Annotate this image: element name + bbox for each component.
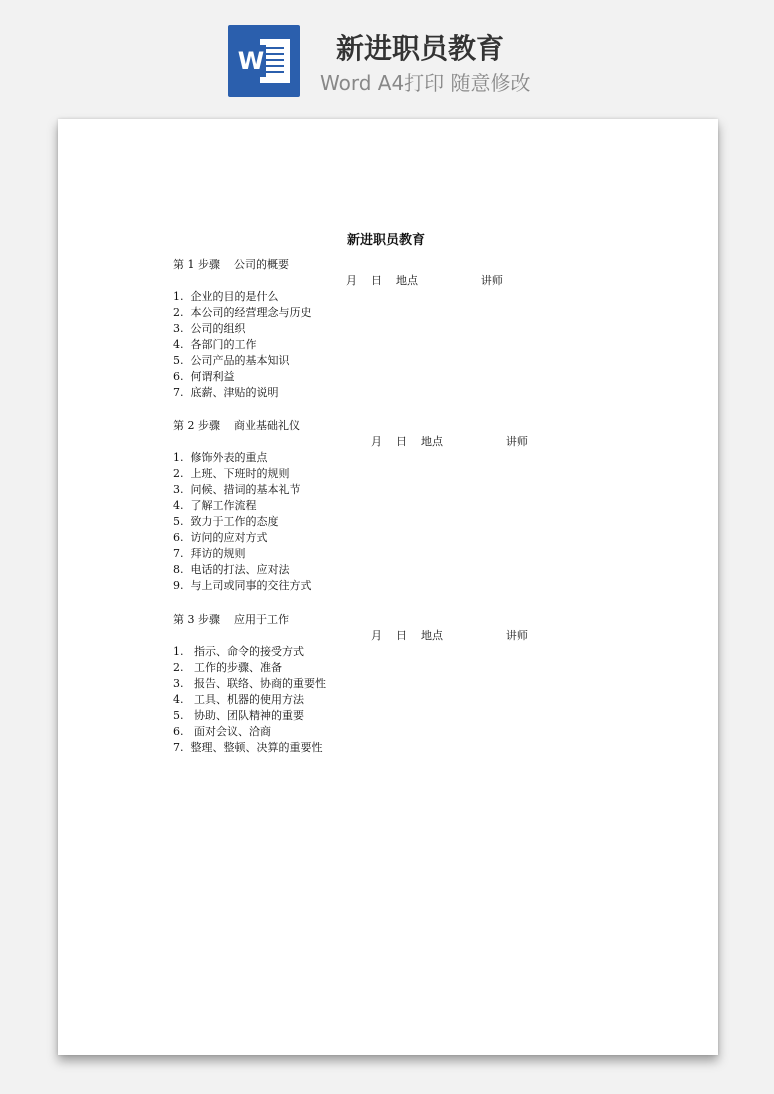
step-columns: 月 日 地点 讲师 (371, 435, 528, 448)
header-subtitle: Word A4打印 随意修改 (320, 71, 531, 95)
list-item: 1. 企业的目的是什么 (173, 290, 279, 303)
list-item: 3. 问候、措词的基本礼节 (173, 483, 301, 496)
list-item: 1. 指示、命令的接受方式 (173, 645, 304, 658)
word-icon (228, 25, 300, 97)
page-header (0, 0, 774, 110)
step-columns: 月 日 地点 讲师 (346, 274, 503, 287)
list-item: 2. 上班、下班时的规则 (173, 467, 290, 480)
document-page (58, 119, 718, 1055)
list-item: 7. 拜访的规则 (173, 547, 246, 560)
step-columns: 月 日 地点 讲师 (371, 629, 528, 642)
list-item: 4. 了解工作流程 (173, 499, 257, 512)
word-letter: W (237, 47, 265, 75)
list-item: 6. 面对会议、洽商 (173, 725, 271, 738)
list-item: 9. 与上司或同事的交往方式 (173, 579, 312, 592)
list-item: 4. 各部门的工作 (173, 338, 257, 351)
list-item: 5. 致力于工作的态度 (173, 515, 279, 528)
document-title: 新进职员教育 (346, 233, 425, 248)
header-title: 新进职员教育 (335, 32, 504, 65)
list-item: 6. 访问的应对方式 (173, 531, 268, 544)
list-item: 5. 公司产品的基本知识 (173, 354, 290, 367)
list-item: 8. 电话的打法、应对法 (173, 563, 290, 576)
list-item: 5. 协助、团队精神的重要 (173, 709, 304, 722)
list-item: 3. 报告、联络、协商的重要性 (173, 677, 326, 690)
list-item: 4. 工具、机器的使用方法 (173, 693, 304, 706)
step-heading: 第 3 步骤 应用于工作 (173, 613, 289, 626)
list-item: 6. 何谓利益 (173, 370, 235, 383)
list-item: 7. 整理、整顿、决算的重要性 (173, 741, 323, 754)
list-item: 1. 修饰外表的重点 (173, 451, 268, 464)
list-item: 7. 底薪、津贴的说明 (173, 386, 279, 399)
document-body (58, 119, 718, 1055)
list-item: 2. 工作的步骤、准备 (173, 661, 282, 674)
step-heading: 第 1 步骤 公司的概要 (173, 258, 289, 271)
list-item: 2. 本公司的经营理念与历史 (173, 306, 312, 319)
list-item: 3. 公司的组织 (173, 322, 246, 335)
step-heading: 第 2 步骤 商业基础礼仪 (173, 419, 300, 432)
